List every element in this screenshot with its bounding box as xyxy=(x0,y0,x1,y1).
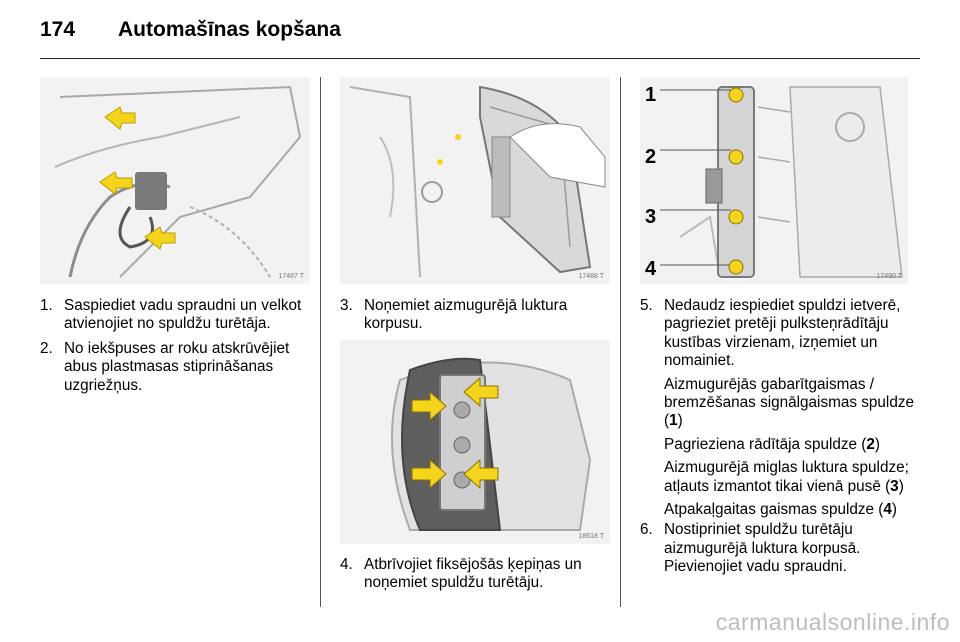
figure-wiring-connector xyxy=(40,77,310,284)
step-text: Saspiediet vadu spraudni un velkot atvienojiet no spuldžu turētāja. xyxy=(64,297,302,333)
figure-retaining-clips xyxy=(340,340,610,544)
callout-1: 1 xyxy=(645,84,657,106)
step-3 xyxy=(340,297,612,334)
figure-lamp-housing-removal xyxy=(340,77,610,284)
figure-bulb-holder-callouts xyxy=(640,77,908,284)
bulb-2-description: Pagrieziena rādītāja spuldze (2) xyxy=(664,435,881,453)
column-2-text-bottom xyxy=(340,556,612,593)
step-6 xyxy=(640,521,915,576)
step-1 xyxy=(40,297,312,334)
column-divider-1 xyxy=(320,77,321,607)
column-divider-2 xyxy=(620,77,621,607)
watermark: carmanualsonline.info xyxy=(715,609,950,635)
callout-4: 4 xyxy=(645,258,657,280)
column-1-text xyxy=(40,297,312,395)
step-number: 4. xyxy=(340,556,353,573)
callout-3: 3 xyxy=(645,206,657,228)
step-number: 1. xyxy=(40,297,53,314)
step-5 xyxy=(640,297,915,371)
figure-code: 17490 T xyxy=(876,273,902,280)
header-rule xyxy=(40,58,920,59)
step-4 xyxy=(340,556,612,593)
step-number: 6. xyxy=(640,521,653,539)
bulb-4-description: Atpakaļgaitas gaismas spuldze (4) xyxy=(664,501,897,519)
figure-code: 18618 T xyxy=(578,533,604,540)
figure-code: 17487 T xyxy=(278,273,304,280)
figure-code: 17488 T xyxy=(578,273,604,280)
step-text: Noņemiet aizmugurējā luktura korpusu. xyxy=(364,297,568,333)
step-text: Nostipriniet spuldžu turētāju aizmugurējā luktura korpusā. Pievienojiet vadu spraudni. xyxy=(664,521,861,576)
step-2 xyxy=(40,340,312,395)
bulb-1-description: Aizmugurējās gabarītgaismas / bremzēšanas signālgaismas spuldze (1) xyxy=(664,375,914,430)
step-text: Nedaudz iespiediet spuldzi ietverē, pagrieziet pretēji pulksteņrādītāju kustības virzienam, izņemiet un nomainiet. xyxy=(664,297,901,370)
step-number: 2. xyxy=(40,339,53,357)
page-number: 174 xyxy=(40,18,76,41)
step-text: Atbrīvojiet fiksējošās ķepiņas un noņemiet spuldžu turētāju. xyxy=(364,556,582,592)
page-title: Automašīnas kopšana xyxy=(118,18,341,41)
step-number: 5. xyxy=(640,297,653,314)
column-2-text-top xyxy=(340,297,612,334)
column-3-text xyxy=(640,297,915,577)
step-text: No iekšpuses ar roku atskrūvējiet abus plastmasas stiprināšanas uzgriežņus. xyxy=(64,339,290,394)
callout-2: 2 xyxy=(645,146,657,168)
bulb-3-description: Aizmugurējā miglas luktura spuldze; atļauts izmantot tikai vienā pusē (3) xyxy=(664,459,909,495)
page-header xyxy=(40,18,341,42)
step-number: 3. xyxy=(340,297,353,314)
